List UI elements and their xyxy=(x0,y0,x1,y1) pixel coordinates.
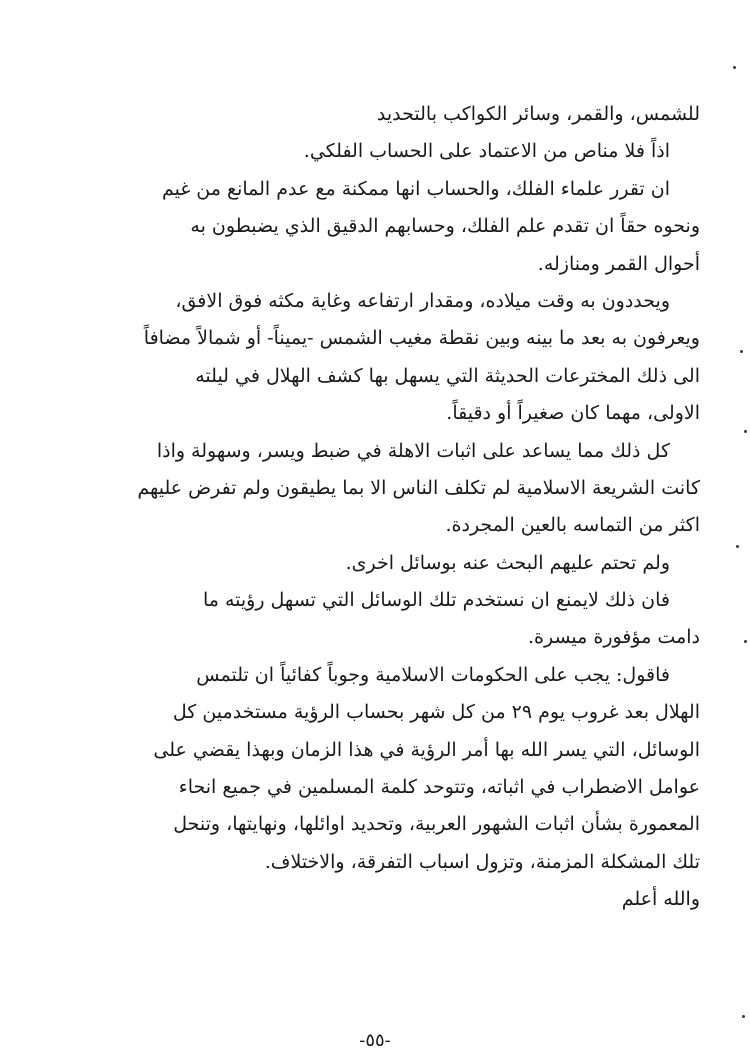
text-line: اكثر من التماسه بالعين المجردة. xyxy=(445,514,700,537)
text-line: اذاً فلا مناص من الاعتماد على الحساب الفلكي. xyxy=(303,140,670,163)
text-line: فان ذلك لايمنع ان نستخدم تلك الوسائل التي تسهل رؤيته ما xyxy=(202,589,670,612)
text-line: أحوال القمر ومنازله. xyxy=(537,252,700,275)
text-line: ويحددون به وقت ميلاده، ومقدار ارتفاعه وغاية مكثه فوق الافق، xyxy=(175,289,670,312)
text-line: للشمس، والقمر، وسائر الكواكب بالتحديد xyxy=(376,103,700,125)
scan-speck xyxy=(742,1015,745,1018)
text-line: الوسائل، التي يسر الله بها أمر الرؤية في هذا الزمان وبهذا يقضي على xyxy=(153,738,700,761)
text-line: الهلال بعد غروب يوم ٢٩ من كل شهر بحساب الرؤية مستخدمين كل xyxy=(172,701,700,724)
text-line: فاقول: يجب على الحكومات الاسلامية وجوباً كفائياً ان تلتمس xyxy=(196,663,670,686)
scan-speck xyxy=(744,640,747,643)
page-number: -٥٥- xyxy=(359,1030,391,1051)
text-line: المعمورة بشأن اثبات الشهور العربية، وتحديد اوائلها، ونهايتها، وتنحل xyxy=(173,813,700,836)
text-line: كل ذلك مما يساعد على اثبات الاهلة في ضبط ويسر، وسهولة واذا xyxy=(156,439,670,462)
scan-speck xyxy=(736,545,739,548)
text-line: عوامل الاضطراب في اثباته، وتتوحد كلمة المسلمين في جميع انحاء xyxy=(178,776,700,799)
text-line: ولم تحتم عليهم البحث عنه بوسائل اخرى. xyxy=(345,551,670,574)
text-line: والله أعلم xyxy=(621,888,700,911)
scan-speck xyxy=(744,430,747,433)
scan-speck xyxy=(733,66,736,69)
text-line: تلك المشكلة المزمنة، وتزول اسباب التفرقة، والاختلاف. xyxy=(264,850,700,873)
text-line: دامت مؤفورة ميسرة. xyxy=(527,626,700,649)
body-text xyxy=(88,96,700,919)
text-line: ان تقرر علماء الفلك، والحساب انها ممكنة مع عدم المانع من غيم xyxy=(161,177,670,200)
text-line: كانت الشريعة الاسلامية لم تكلف الناس الا بما يطيقون ولم تفرض عليهم xyxy=(137,476,700,499)
text-line: الى ذلك المخترعات الحديثة التي يسهل بها كشف الهلال في ليلته xyxy=(195,364,700,387)
scan-speck xyxy=(740,350,743,353)
text-line: الاولى، مهما كان صغيراً أو دقيقاً. xyxy=(446,402,700,425)
text-line: ونحوه حقاً ان تقدم علم الفلك، وحسابهم الدقيق الذي يضبطون به xyxy=(190,215,700,238)
text-line: ويعرفون به بعد ما بينه وبين نقطة مغيب الشمس -يميناً- أو شمالاً مضافاً xyxy=(143,327,700,350)
